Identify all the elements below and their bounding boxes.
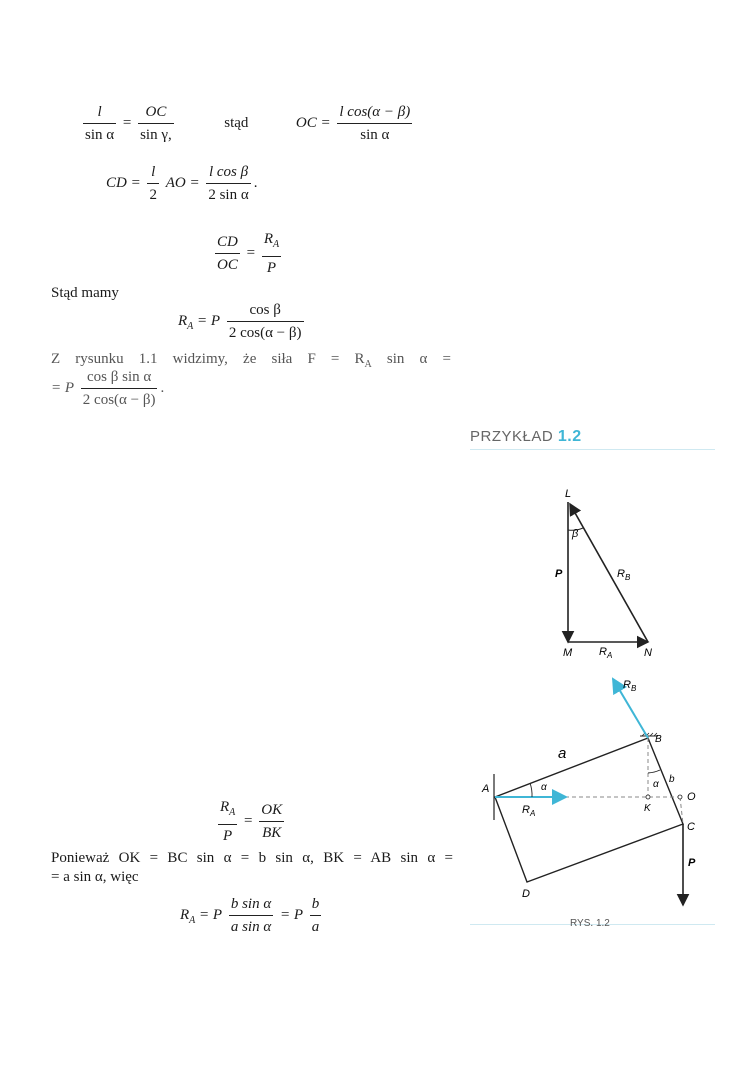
label-D: D <box>522 888 530 900</box>
eq7-ra: R <box>180 906 190 923</box>
eq1-oc: OC <box>138 103 174 124</box>
eq2-dot: . <box>253 174 258 191</box>
eq7-den: a sin α <box>230 919 272 935</box>
label-P-triangle: P <box>555 568 563 580</box>
eq1-sin-alpha: sin α <box>85 127 115 143</box>
point-o <box>678 795 682 799</box>
label-a-side: a <box>558 745 567 762</box>
eq1-sin-gamma: sin γ, <box>140 127 172 143</box>
eq1-stad: stąd <box>224 114 249 131</box>
eq3-eq: = <box>246 244 256 261</box>
example-heading <box>470 428 582 446</box>
eq2-two: 2 <box>149 187 157 203</box>
label-N: N <box>644 647 652 659</box>
equation-5 <box>51 368 164 409</box>
eq3-oc: OC <box>217 257 238 273</box>
eq7-eq-p2: = P <box>279 906 304 923</box>
text-z-rysunku-end: sin α = <box>371 351 452 367</box>
text-poniewaz-2: = a sin α, więc <box>51 869 139 885</box>
label-C: C <box>687 821 695 833</box>
label-RB-triangle: $R_B$ <box>617 568 631 582</box>
example-label: PRZYKŁAD <box>470 428 554 445</box>
eq4-ra: R <box>178 312 188 329</box>
eq3-cd: CD <box>215 233 240 254</box>
label-L: L <box>565 488 572 500</box>
eq6-ra-sub: A <box>229 807 236 818</box>
point-k <box>646 795 650 799</box>
label-beta: β <box>572 528 579 540</box>
eq6-bk: BK <box>262 825 282 841</box>
eq6-ok: OK <box>259 801 284 822</box>
eq3-p: P <box>266 260 277 276</box>
label-M: M <box>563 647 573 659</box>
label-alpha-a: α <box>541 782 547 793</box>
eq2-lhs: CD = <box>106 174 141 191</box>
eq1-l-cos: l cos(α − β) <box>337 103 412 124</box>
eq7-b: b <box>310 895 322 916</box>
eq7-eq-p: = P <box>199 906 223 923</box>
eq4-den: 2 cos(α − β) <box>228 325 302 341</box>
label-P: P <box>688 857 696 869</box>
eq2-l: l <box>147 163 159 184</box>
eq3-ra-sub: A <box>272 239 280 250</box>
example-rule <box>470 449 715 450</box>
eq2-lcosb: l cos β <box>206 163 250 184</box>
eq1-l: l <box>83 103 116 124</box>
mechanism-diagram <box>470 670 715 920</box>
eq5-dot: . <box>160 379 165 396</box>
eq7-num: b sin α <box>229 895 273 916</box>
label-B: B <box>655 734 662 745</box>
text-poniewaz: Ponieważ OK = BC sin α = b sin α, BK = AB sin α = <box>51 850 453 866</box>
equation-1: $\frac{l}{\text{sin α}}$ = $\frac{OC}{\text{sin γ,}}$ stąd OC = $\frac{\text{l cos(α − β)}}{\text{sin α}}$ <box>85 104 411 143</box>
eq7-ra-sub: A <box>189 914 196 926</box>
equation-7 <box>180 895 324 936</box>
label-RA-triangle: $R_A$ <box>599 646 613 660</box>
eq6-ra: R <box>220 799 230 815</box>
equation-2 <box>106 163 257 204</box>
eq7-a: a <box>311 919 320 935</box>
eq3-ra: R <box>263 231 273 247</box>
eq4-cosb: cos β <box>227 301 304 322</box>
alpha-arc-b <box>648 770 660 773</box>
eq5-den: 2 cos(α − β) <box>82 392 156 408</box>
label-A: A <box>482 783 490 795</box>
eq6-p: P <box>223 828 233 844</box>
equation-3 <box>212 230 284 277</box>
eq5-eq-p: = P <box>51 379 75 396</box>
text-stad-mamy: Stąd mamy <box>51 285 119 301</box>
label-alpha-b: α <box>653 779 659 790</box>
text-z-rysunku-main: Z rysunku 1.1 widzimy, że siła F = R <box>51 351 365 367</box>
eq4-eq-p: = P <box>197 312 221 329</box>
eq4-ra-sub: A <box>187 320 194 332</box>
eq1-sin-alpha-2: sin α <box>360 127 390 143</box>
equation-6 <box>215 798 287 845</box>
label-RA: $R_A$ <box>522 804 536 818</box>
eq5-num: cos β sin α <box>81 368 158 389</box>
example-number: 1.2 <box>557 428 582 445</box>
force-triangle <box>545 485 665 660</box>
equation-4 <box>178 301 307 342</box>
label-K: K <box>644 803 651 814</box>
alpha-arc-a <box>530 783 532 797</box>
eq2-2sina: 2 sin α <box>208 187 249 203</box>
label-b-side: b <box>669 774 675 785</box>
eq6-eq: = <box>244 812 253 829</box>
label-RB: $R_B$ <box>623 679 637 693</box>
label-O: O <box>687 791 696 803</box>
triangle-rb-line <box>570 504 648 642</box>
eq2-ao: AO = <box>165 174 200 191</box>
text-z-rysunku-sub: A <box>364 359 372 370</box>
eq1-oc-lhs: OC = <box>295 114 331 131</box>
figure-caption: RYS. 1.2 <box>570 918 610 929</box>
